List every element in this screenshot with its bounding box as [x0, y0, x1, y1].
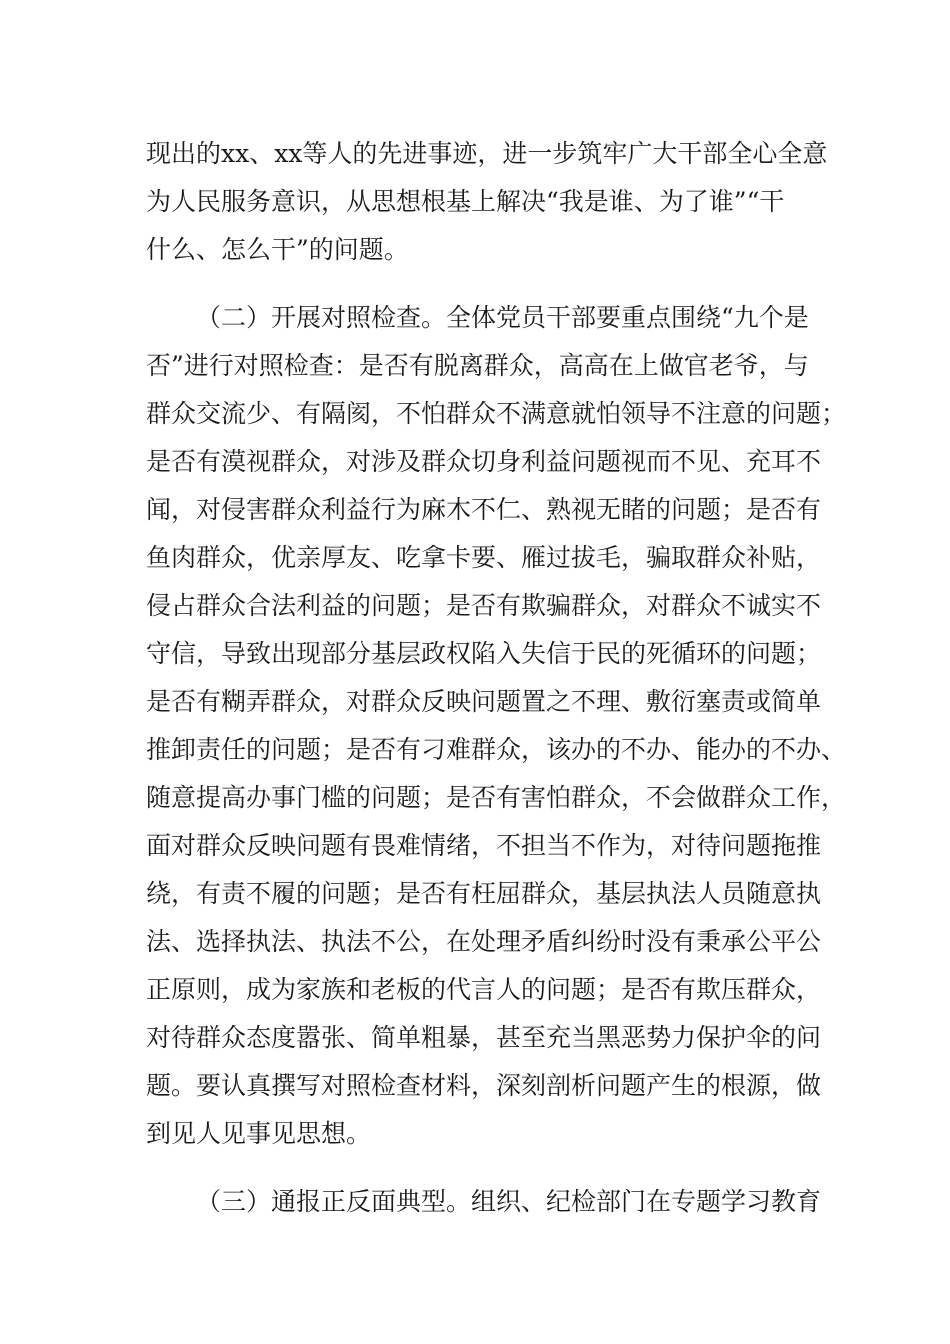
paragraph-line: 面对群众反映问题有畏难情绪，不担当不作为，对待问题拖推 — [146, 831, 822, 860]
paragraph-line: 鱼肉群众，优亲厚友、吃拿卡要、雁过拔毛，骗取群众补贴， — [146, 543, 822, 572]
paragraph-3 — [146, 1178, 846, 1226]
paragraph-1 — [146, 130, 846, 274]
paragraph-line: 题。要认真撰写对照检查材料，深刻剖析问题产生的根源，做 — [146, 1071, 822, 1100]
paragraph-line: 守信，导致出现部分基层政权陷入失信于民的死循环的问题； — [146, 639, 822, 668]
paragraph-line: 否”进行对照检查：是否有脱离群众，高高在上做官老爷，与 — [146, 351, 809, 380]
paragraph-line: 绕，有责不履的问题；是否有枉屈群众，基层执法人员随意执 — [146, 879, 822, 908]
paragraph-line: 推卸责任的问题；是否有刁难群众，该办的不办、能办的不办、 — [146, 735, 847, 764]
paragraph-line: 是否有糊弄群众，对群众反映问题置之不理、敷衍塞责或简单 — [146, 687, 822, 716]
paragraph-gap — [146, 274, 846, 294]
paragraph-line: （二）开展对照检查。全体党员干部要重点围绕“九个是 — [196, 303, 809, 332]
paragraph-line: 现出的xx、xx等人的先进事迹，进一步筑牢广大干部全心全意 — [146, 139, 828, 168]
paragraph-line: 对待群众态度嚣张、简单粗暴，甚至充当黑恶势力保护伞的问 — [146, 1023, 822, 1052]
paragraph-line: 法、选择执法、执法不公，在处理矛盾纠纷时没有秉承公平公 — [146, 927, 822, 956]
paragraph-line: 正原则，成为家族和老板的代言人的问题；是否有欺压群众， — [146, 975, 822, 1004]
paragraph-line: 什么、怎么干”的问题。 — [146, 235, 409, 264]
document-body — [146, 130, 846, 1226]
paragraph-line: 到见人见事见思想。 — [146, 1119, 372, 1148]
paragraph-gap — [146, 1158, 846, 1178]
paragraph-line: 群众交流少、有隔阂，不怕群众不满意就怕领导不注意的问题； — [146, 399, 847, 428]
paragraph-line: 侵占群众合法利益的问题；是否有欺骗群众，对群众不诚实不 — [146, 591, 822, 620]
paragraph-line: （三）通报正反面典型。组织、纪检部门在专题学习教育 — [196, 1187, 822, 1216]
paragraph-line: 随意提高办事门槛的问题；是否有害怕群众，不会做群众工作， — [146, 783, 847, 812]
paragraph-line: 是否有漠视群众，对涉及群众切身利益问题视而不见、充耳不 — [146, 447, 822, 476]
paragraph-line: 闻，对侵害群众利益行为麻木不仁、熟视无睹的问题；是否有 — [146, 495, 822, 524]
paragraph-2 — [146, 294, 846, 1158]
paragraph-line: 为人民服务意识，从思想根基上解决“我是谁、为了谁”“干 — [146, 187, 785, 216]
